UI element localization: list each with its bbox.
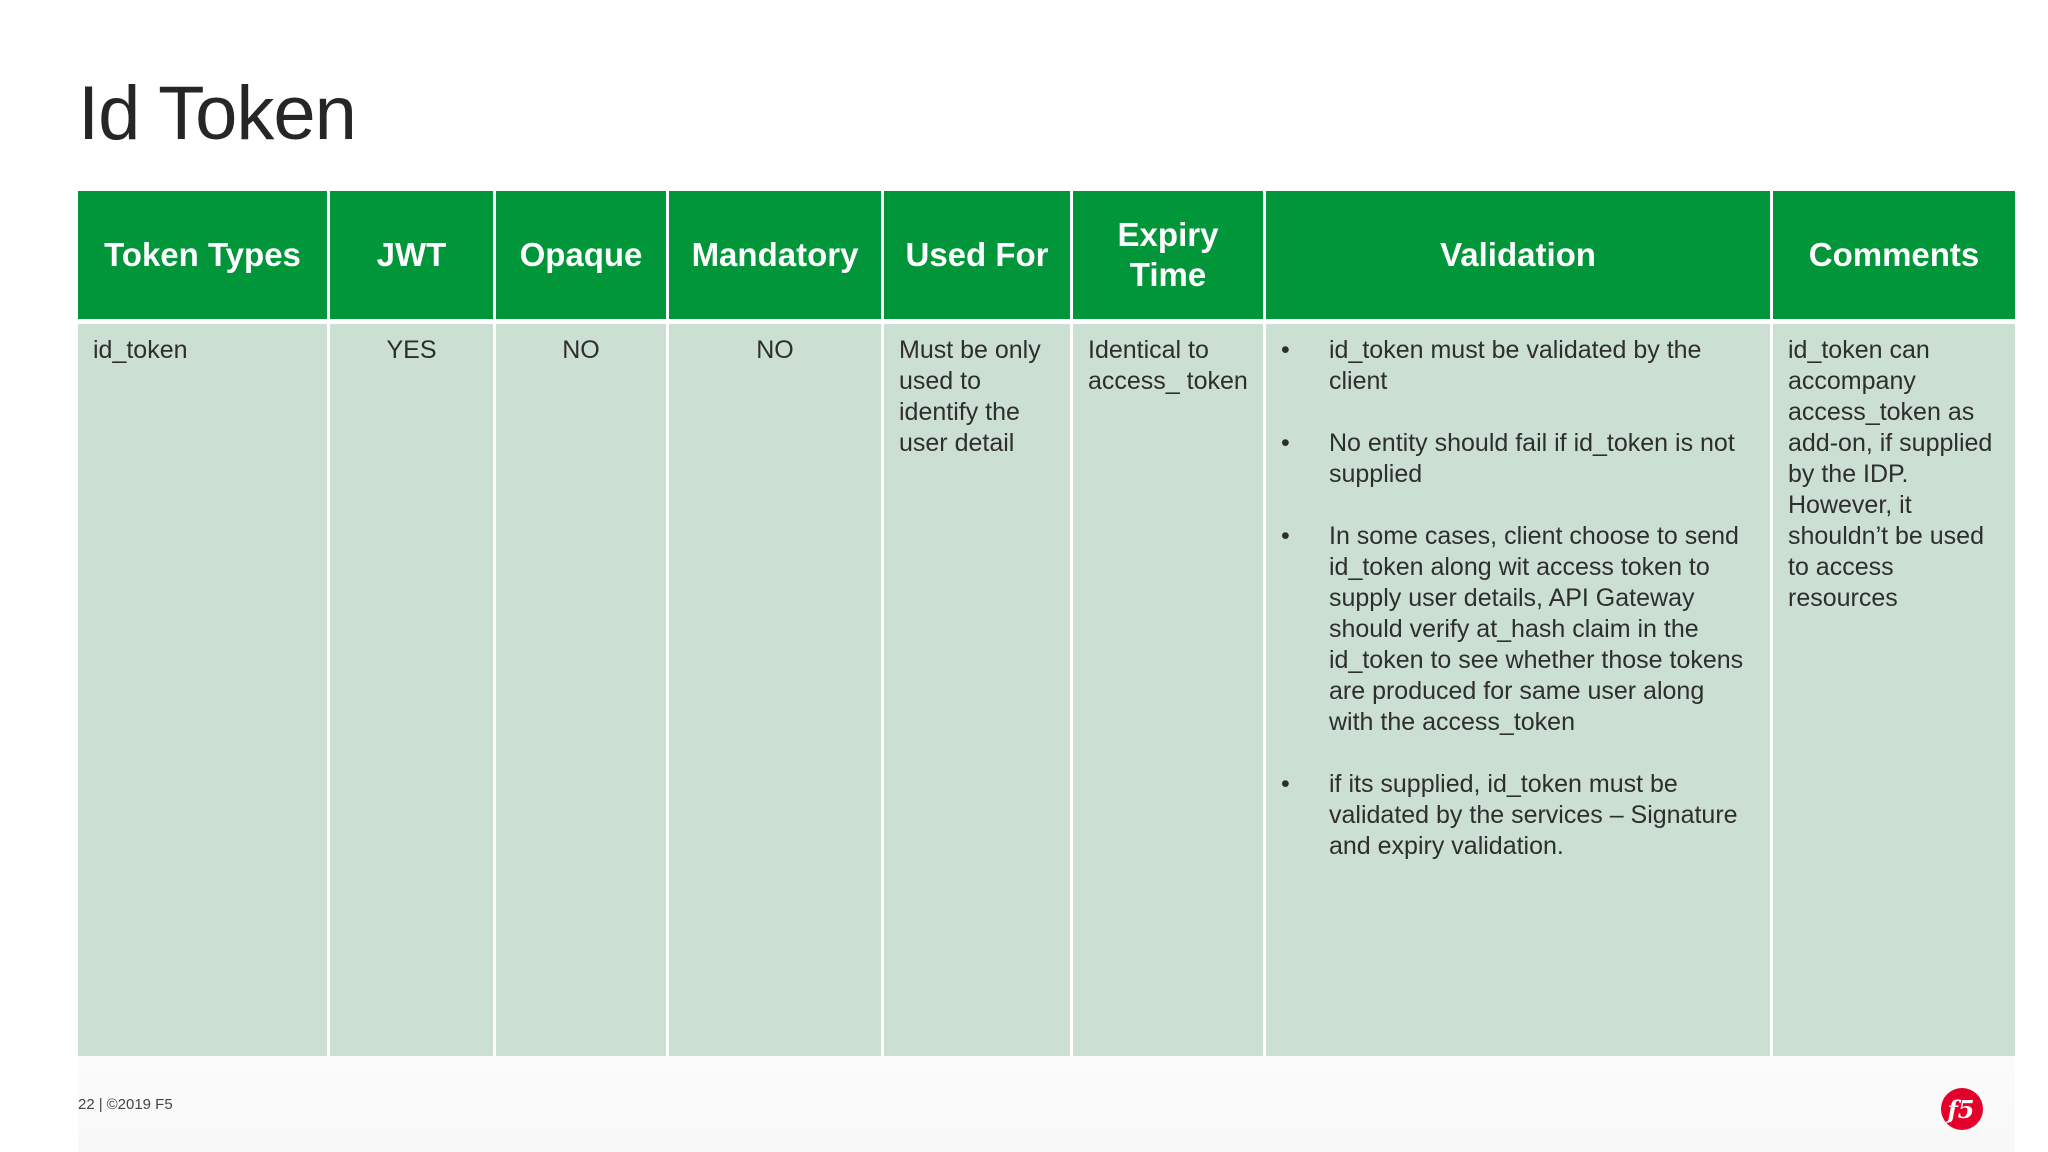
bullet-icon: • <box>1281 522 1290 550</box>
validation-item <box>1281 521 1755 738</box>
header-validation: Validation <box>1266 191 1773 324</box>
cell-expiry-time <box>1073 324 1266 1070</box>
bullet-icon: • <box>1281 429 1290 457</box>
copyright-text: ©2019 F5 <box>106 1096 173 1113</box>
header-jwt: JWT <box>330 191 496 324</box>
header-opaque: Opaque <box>496 191 669 324</box>
header-mandatory: Mandatory <box>669 191 884 324</box>
validation-item-text: In some cases, client choose to send id_token along wit access token to supply user details, API Gateway should verify at_hash claim in the id_token to see whether those tokens are produced for same user along with the access_token <box>1329 522 1744 736</box>
validation-item <box>1281 428 1755 490</box>
validation-list <box>1281 335 1755 862</box>
f5-logo-text: f5 <box>1947 1095 1975 1124</box>
footer-separator: | <box>98 1096 103 1113</box>
header-token-types: Token Types <box>78 191 330 324</box>
cell-mandatory: NO <box>669 324 884 1070</box>
cell-jwt: YES <box>330 324 496 1070</box>
f5-logo-icon <box>1940 1087 1984 1131</box>
slide-title: Id Token <box>78 71 356 156</box>
header-used-for: Used For <box>884 191 1073 324</box>
header-comments: Comments <box>1773 191 2015 324</box>
validation-item <box>1281 335 1755 397</box>
table-row <box>78 324 2015 1070</box>
validation-item <box>1281 769 1755 862</box>
token-types-table <box>78 191 2015 1070</box>
validation-item-text: if its supplied, id_token must be validated by the services – Signature and expiry validation. <box>1329 770 1738 860</box>
table-header-row <box>78 191 2015 324</box>
validation-item-text: id_token must be validated by the client <box>1329 336 1702 395</box>
slide-footer <box>78 1096 173 1113</box>
page-number: 22 <box>78 1096 95 1113</box>
footer-band <box>78 1056 2015 1152</box>
bullet-icon: • <box>1281 336 1290 364</box>
bullet-icon: • <box>1281 770 1290 798</box>
cell-token-type: id_token <box>78 324 330 1070</box>
cell-used-for: Must be only used to identify the user detail <box>884 324 1073 1070</box>
cell-opaque: NO <box>496 324 669 1070</box>
validation-item-text: No entity should fail if id_token is not supplied <box>1329 429 1735 488</box>
header-expiry-time: Expiry Time <box>1073 191 1266 324</box>
cell-validation <box>1266 324 1773 1070</box>
expiry-time-text: Identical to access_ token <box>1088 336 1248 395</box>
cell-comments: id_token can accompany access_token as add-on, if supplied by the IDP. However, it shouldn’t be used to access resources <box>1773 324 2015 1070</box>
